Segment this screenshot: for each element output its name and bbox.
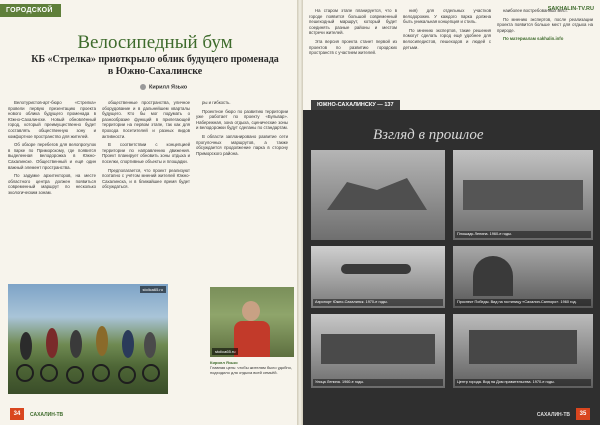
portrait-caption [210, 360, 294, 375]
paragraph: По мнению экспертов, такие решения помогут сделать город ещё удобнее для велосипедистов, пешеходов и людей с детьми. [403, 27, 491, 50]
cyclist-figure [20, 332, 32, 360]
cyclist-figure [46, 328, 58, 358]
author-avatar-icon [140, 84, 146, 90]
page-number: 34 [10, 408, 24, 420]
article-title: Велосипедный бум [77, 32, 233, 53]
cyclist-figure [70, 330, 82, 358]
cyclists-photo [8, 284, 168, 394]
author-name: Кирилл Язько [149, 84, 188, 91]
bike-wheel-icon [142, 364, 160, 382]
paragraph: ния) для отдельных участков велодорожек. У каждого парка должна быть уникальная концепция и стиль. [403, 8, 491, 25]
text-column-1 [309, 8, 397, 59]
text-column-2 [403, 8, 491, 53]
paragraph: По задумке архитекторов, на месте областного центра должен появиться современный маршрут по несколько экологическим зонам. [8, 173, 96, 195]
paragraph: Проектное бюро по развитию территории уже работает по проекту «Бульвар». Набережная, зона отдыха, сценические зоны и велодорожки будут сделаны по стандартам. [196, 108, 288, 131]
paragraph: Велотуристов-арт-бюро «Стрелка» провели первую презентацию проекта нового облика будущего променада в Южно-Сахалинске. Новый обновлённый город, который преимущественно будет составлять общественную зону и комфортное пространство для жителей. [8, 100, 96, 139]
site-tag: SAKHALIN-TV.RU [547, 6, 594, 12]
footer-magazine: САХАЛИН-ТВ [30, 412, 64, 418]
bike-wheel-icon [92, 364, 110, 382]
photo-shape [473, 256, 513, 296]
paragraph: В соответствии с концепцией территории по направлению движения. Проект планирует обновить зоны отдыха и поселки, спортивные объекты и площадки. [102, 142, 190, 164]
paragraph: ры и гибкость. [202, 100, 231, 105]
page-number: 35 [576, 408, 590, 420]
portrait-photo [210, 287, 294, 357]
person-head [242, 301, 260, 321]
text-column-3 [196, 100, 288, 159]
caption-name: Кирилл Язько [210, 360, 238, 365]
archive-photo-caption: Плошадь Ленина. 1960-е годы. [455, 231, 591, 238]
footer-magazine: САХАЛИН-ТВ [536, 412, 570, 418]
archive-photo [453, 314, 593, 388]
archive-photo [311, 246, 445, 308]
paragraph: На старом этапе планируется, что в городе появится большой современный пешеходный маршрут, который будет соединять разные районы и местом встречи жителей. [309, 8, 397, 36]
cyclist-figure [96, 326, 108, 356]
archive-photo-caption: Аэропорт Южно-Сахалинск. 1970-е годы. [313, 299, 443, 306]
text-column-1 [8, 100, 96, 199]
byline [140, 84, 187, 90]
paragraph: наиболее востребованных мест. [503, 8, 568, 13]
caption-text: Главная цель: чтобы жителям было удобно, подходило для отдыха всей семьёй. [210, 365, 292, 375]
cyclist-figure [122, 330, 134, 358]
left-page [0, 0, 297, 425]
archive-photo-caption: Проспект Победы. Вид на гостиницу «Сахалин-Саппоро». 1960 год. [455, 299, 591, 306]
photo-shape [463, 180, 583, 210]
portrait-credit: stolica65.ru [212, 348, 238, 355]
section-tag: ГОРОДСКОЙ [0, 4, 61, 17]
archive-photo [311, 150, 445, 240]
text-column-2 [102, 100, 190, 193]
paragraph: По материалам sakhalin.info [503, 36, 564, 42]
text-column-3 [497, 8, 593, 45]
archive-section-head: ЮЖНО-САХАЛИНСКУ — 137 [311, 100, 400, 110]
paragraph: Эта версия проекта станет первой из проектов по развитию городских пространств с участием жителей. [309, 38, 397, 56]
paragraph: Предполагается, что проект реализуют поэтапно с учётом мнений жителей Южно-Сахалинска, и в ближайшее время будет обсуждаться. [102, 167, 190, 190]
airplane-shape [341, 264, 411, 274]
bike-wheel-icon [40, 364, 58, 382]
cyclist-figure [144, 332, 156, 358]
paragraph: По мнению экспертов, после реализации проекта появится больше мест для отдыха на природе. [497, 16, 593, 33]
photo-shape [321, 334, 435, 364]
paragraph: общественные пространства, уличное оборудование и в дальнейшем кварталы будущего. Кто бы мог подумать о разнообразие функций в прилегающей территории на первом этапе, так как для прохода посетителей и разных видов активности. [102, 100, 190, 139]
archive-photo-caption: Улица Ленина. 1960-е годы. [313, 379, 443, 386]
bike-wheel-icon [66, 366, 84, 384]
bike-wheel-icon [16, 364, 34, 382]
archive-section-title: Взгляд в прошлое [373, 127, 484, 143]
article-subtitle: КБ «Стрелка» приоткрыло облик будущего променада в Южно-Сахалинске [31, 54, 279, 77]
photo-shape [469, 330, 577, 364]
bike-wheel-icon [118, 366, 136, 384]
right-page [303, 0, 600, 425]
photo-credit: stolica65.ru [140, 286, 166, 293]
paragraph: В области запланировано развитие сети прогулочных маршрутов, а также обсуждается продолжение парка в сторону Приморского района. [196, 133, 288, 156]
paragraph: Об обзоре перебегов для велопрогулок в парке по Приморскому, где появится выделенная велодорожка в Южно-Сахалинске. Общественный и ещё один важный элемент пространства. [8, 142, 96, 170]
archive-photo [311, 314, 445, 388]
person-body [234, 321, 270, 357]
archive-photo [453, 150, 593, 240]
photo-shape [327, 170, 427, 210]
archive-photo-caption: Центр города. Вид на Дом правительства. 1970-е годы. [455, 379, 591, 386]
archive-photo [453, 246, 593, 308]
